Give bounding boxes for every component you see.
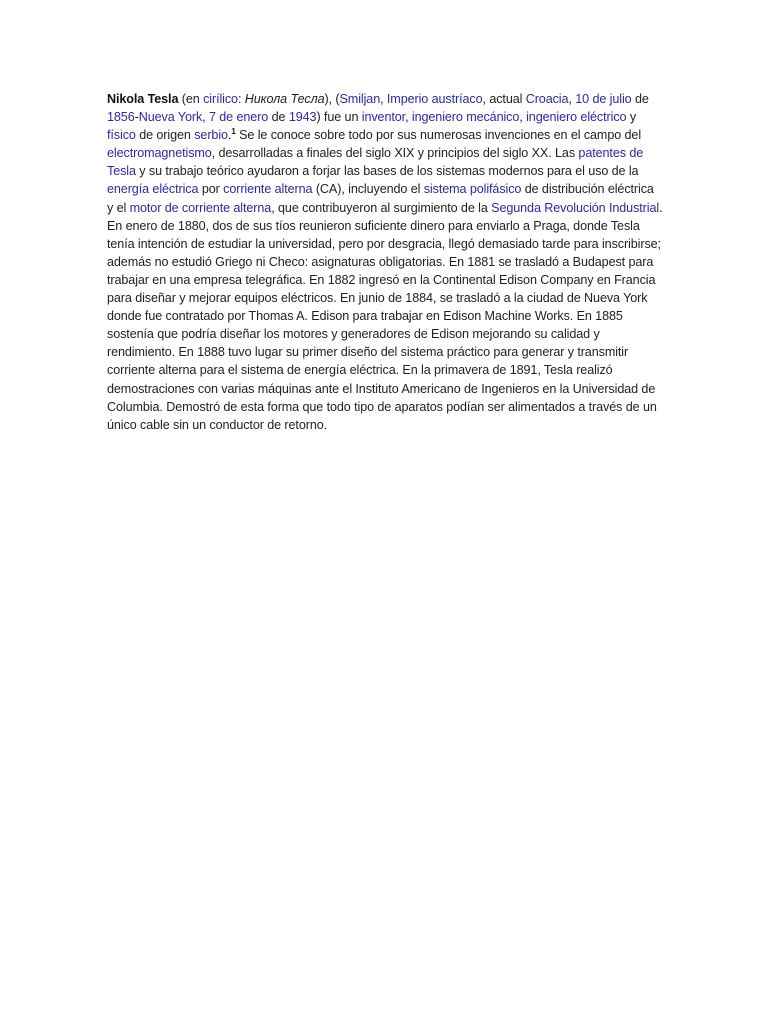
text-run: . bbox=[227, 128, 232, 143]
text-run: . En enero de 1880, dos de sus tíos reunieron suficiente dinero para enviarlo a Praga, donde Tesla tenía intención de estudiar la universidad, pero por desgracia, llegó demasiado tarde para inscribirse; además no estudió Griego ni Checo: asignaturas obligatorias. En 1881 se trasladó a Budapest para trabajar en una empresa telegráfica. En 1882 ingresó en la Continental Edison Company en Francia para diseñar y mejorar equipos eléctricos. En junio de 1884, se trasladó a la ciudad de Nueva York donde fue contratado por Thomas A. Edison para trabajar en Edison Machine Works. En 1885 sostenía que podría diseñar los motores y generadores de Edison mejorando su calidad y rendimiento. En 1888 tuvo lugar su primer diseño del sistema práctico para generar y transmitir corriente alterna para el sistema de energía eléctrica. En la primavera de 1891, Tesla realizó demostraciones con varias máquinas ante el Instituto Americano de Ingenieros en la Universidad de Columbia. Demostró de esta forma que todo tipo de aparatos podían ser alimentados a través de un único cable sin un conductor de retorno. bbox=[107, 200, 663, 432]
link-motor-de-corriente-alterna[interactable]: motor de corriente alterna bbox=[129, 200, 272, 215]
link-fisico[interactable]: físico bbox=[107, 128, 136, 143]
article-paragraph bbox=[107, 90, 663, 434]
text-run: , bbox=[568, 92, 576, 106]
text-run: (en bbox=[178, 92, 204, 106]
text-run: , actual bbox=[482, 92, 526, 106]
text-run: , bbox=[405, 110, 412, 125]
text-run: de bbox=[631, 92, 649, 106]
text-run: Se le conoce sobre todo por sus numerosas invenciones en el campo del bbox=[235, 128, 642, 143]
text-run: ), ( bbox=[324, 92, 340, 106]
link-ingeniero-mecanico[interactable]: ingeniero mecánico bbox=[411, 110, 520, 125]
text-run: - bbox=[134, 110, 139, 125]
footnote-ref[interactable]: 1 bbox=[231, 127, 236, 137]
link-smiljan[interactable]: Smiljan bbox=[339, 92, 381, 106]
text-run: de origen bbox=[135, 128, 195, 143]
text-run: de distribución eléctrica y el bbox=[107, 182, 654, 215]
text-run: por bbox=[198, 182, 224, 197]
link-cirilico[interactable]: cirílico bbox=[203, 92, 238, 106]
link-ingeniero-electrico[interactable]: ingeniero eléctrico bbox=[526, 110, 627, 125]
subject-name: Nikola Tesla bbox=[107, 92, 179, 106]
link-10-de-julio[interactable]: 10 de julio bbox=[575, 92, 632, 106]
text-run: (CA), incluyendo el bbox=[312, 182, 424, 197]
link-patentes-de-tesla[interactable]: patentes de Tesla bbox=[107, 146, 644, 179]
text-run: , bbox=[380, 92, 387, 106]
link-serbio[interactable]: serbio bbox=[194, 128, 228, 143]
text-run: : bbox=[237, 92, 245, 106]
text-run: y bbox=[626, 110, 637, 125]
link-energia-electrica[interactable]: energía eléctrica bbox=[107, 182, 199, 197]
link-sistema-polifasico[interactable]: sistema polifásico bbox=[423, 182, 522, 197]
link-inventor[interactable]: inventor bbox=[361, 110, 406, 125]
text-run: , desarrolladas a finales del siglo XIX y principios del siglo XX. Las bbox=[211, 146, 579, 161]
link-1856[interactable]: 1856 bbox=[107, 110, 135, 125]
text-run: , que contribuyeron al surgimiento de la bbox=[271, 200, 492, 215]
link-electromagnetismo[interactable]: electromagnetismo bbox=[107, 146, 212, 161]
link-corriente-alterna[interactable]: corriente alterna bbox=[223, 182, 313, 197]
link-imperio-austriaco[interactable]: Imperio austríaco bbox=[386, 92, 483, 106]
link-segunda-revolucion-industrial[interactable]: Segunda Revolución Industrial bbox=[491, 200, 660, 215]
text-run: de bbox=[268, 110, 289, 125]
link-nueva-york[interactable]: Nueva York bbox=[138, 110, 203, 125]
text-run: , bbox=[202, 110, 209, 125]
text-run: ) fue un bbox=[316, 110, 362, 125]
link-croacia[interactable]: Croacia bbox=[525, 92, 569, 106]
text-run: y su trabajo teórico ayudaron a forjar las bases de los sistemas modernos para el uso de la bbox=[135, 164, 639, 179]
cyrillic-name: Никола Тесла bbox=[244, 92, 325, 106]
link-1943[interactable]: 1943 bbox=[288, 110, 317, 125]
link-7-de-enero[interactable]: 7 de enero bbox=[208, 110, 269, 125]
text-run: , bbox=[519, 110, 527, 125]
